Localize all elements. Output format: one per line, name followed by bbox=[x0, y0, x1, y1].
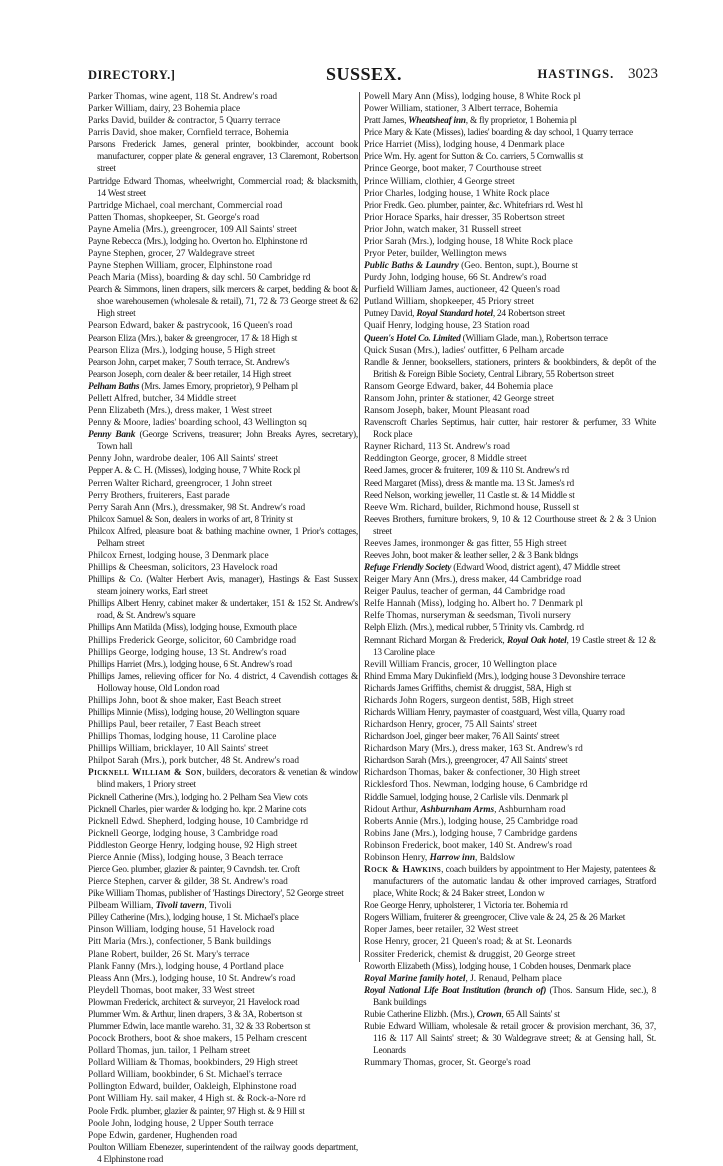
directory-entry: Rossiter Frederick, chemist & druggist, 20 George street bbox=[364, 949, 576, 960]
directory-entry: Prior Horace Sparks, hair dresser, 35 Robertson street bbox=[364, 212, 565, 223]
directory-entry: Phillips Thomas, lodging house, 11 Caroline place bbox=[88, 732, 277, 743]
directory-entry: Picknell George, lodging house, 3 Cambridge road bbox=[88, 828, 278, 839]
directory-entry: Partridge Michael, coal merchant, Commercial road bbox=[88, 200, 283, 211]
directory-entry: Roberts Annie (Mrs.), lodging house, 25 Cambridge road bbox=[364, 816, 578, 827]
directory-entry: Richardson Thomas, baker & confectioner, 30 High street bbox=[364, 768, 581, 779]
directory-entry: Ransom John, printer & stationer, 42 George street bbox=[364, 393, 555, 404]
directory-entry: Phillips George, lodging house, 13 St. Andrew's road bbox=[88, 647, 287, 658]
directory-entry: Prince William, clothier, 4 George street bbox=[364, 176, 515, 187]
directory-entry: Roe George Henry, upholsterer, 1 Victoria ter. Bohemia rd bbox=[364, 901, 568, 912]
directory-entry: Ricklesford Thos. Newman, lodging house, 6 Cambridge rd bbox=[364, 780, 588, 791]
directory-entry: Rayner Richard, 113 St. Andrew's road bbox=[364, 442, 510, 453]
directory-entry: Pearson Joseph, corn dealer & beer retailer, 14 High street bbox=[88, 369, 292, 380]
directory-entry: Penny John, wardrobe dealer, 106 All Saints' street bbox=[88, 454, 278, 465]
directory-entry: Phillips & Cheesman, solicitors, 23 Havelock road bbox=[88, 563, 278, 574]
directory-entry: Reeves John, boot maker & leather seller, 2 & 3 Bank bldngs bbox=[364, 550, 579, 561]
directory-entry: Picknell William & Son, builders, decorators & venetian & window blind makers, 1 Priory street bbox=[88, 768, 358, 791]
directory-entry: Pratt James, Wheatsheaf inn, & fly proprietor, 1 Bohemia pl bbox=[364, 116, 577, 127]
directory-entry: Pearch & Simmons, linen drapers, silk mercers & carpet, bedding & boot & shoe warehousemen (wholesale & retail), 71, 72 & 73 George street & 62 High street bbox=[88, 285, 358, 320]
directory-entry: Phillips William, bricklayer, 10 All Saints' street bbox=[88, 744, 269, 755]
directory-entry: Purdy John, lodging house, 66 St. Andrew's road bbox=[364, 273, 547, 284]
directory-entry: Rogers William, fruiterer & greengrocer, Clive vale & 24, 25 & 26 Market bbox=[364, 913, 626, 924]
directory-entry: Quaif Henry, lodging house, 23 Station road bbox=[364, 321, 530, 332]
directory-entry: Phillips Albert Henry, cabinet maker & undertaker, 151 & 152 St. Andrew's road, & St. Andrew's square bbox=[88, 599, 358, 622]
directory-entry: Reeve Wm. Richard, builder, Richmond house, Russell st bbox=[364, 502, 580, 513]
directory-entry: Relfe Thomas, nurseryman & seedsman, Tivoli nursery bbox=[364, 611, 571, 622]
directory-entry: Ridout Arthur, Ashburnham Arms, Ashburnham road bbox=[364, 804, 566, 815]
directory-entry: Rock & Hawkins, coach builders by appointment to Her Majesty, patentees & manufacturers of the automatic landau & other improved carriages, Stratford place, White Rock; & 24 Baker street, London w bbox=[364, 865, 656, 900]
directory-entry: Reed Nelson, working jeweller, 11 Castle st. & 14 Middle st bbox=[364, 490, 575, 501]
directory-entry: Reed James, grocer & fruiterer, 109 & 110 St. Andrew's rd bbox=[364, 466, 569, 477]
directory-entry: Philcox Alfred, pleasure boat & bathing machine owner, 1 Prior's cottages, Pelham street bbox=[88, 526, 358, 549]
directory-entry: Phillips & Co. (Walter Herbert Avis, manager), Hastings & East Sussex steam joinery works, Earl street bbox=[88, 575, 358, 598]
directory-entry: Reeves Brothers, furniture brokers, 9, 10 & 12 Courthouse street & 2 & 3 Union street bbox=[364, 514, 656, 537]
directory-entry: Price Wm. Hy. agent for Sutton & Co. carriers, 5 Cornwallis st bbox=[364, 152, 584, 163]
directory-entry: Reddington George, grocer, 8 Middle street bbox=[364, 454, 527, 465]
directory-entry: Purfield William James, auctioneer, 42 Queen's road bbox=[364, 285, 560, 296]
directory-entry: Relfe Hannah (Miss), lodging ho. Albert ho. 7 Denmark pl bbox=[364, 599, 584, 610]
directory-entry: Plummer Edwin, lace mantle wareho. 31, 32 & 33 Robertson st bbox=[88, 1022, 311, 1033]
left-column-entries bbox=[88, 91, 358, 1166]
directory-entry: Philcox Ernest, lodging house, 3 Denmark place bbox=[88, 550, 269, 561]
directory-entry: Parris David, shoe maker, Cornfield terrace, Bohemia bbox=[88, 128, 289, 139]
directory-entry: Ransom George Edward, baker, 44 Bohemia place bbox=[364, 381, 553, 392]
directory-entry: Relph Elizh. (Mrs.), medical rubber, 5 Trinity vls. Cambrdg. rd bbox=[364, 623, 584, 634]
directory-entry: Poulton William Ebenezer, superintendent of the railway goods department, 4 Elphinstone road bbox=[88, 1142, 358, 1165]
directory-entry: Rubie Edward William, wholesale & retail grocer & provision merchant, 36, 37, 116 & 117 All Saints' street; & 30 Waldegrave street; & at Gensing hall, St. Leonards bbox=[364, 1022, 656, 1057]
directory-entry: Refuge Friendly Society (Edward Wood, district agent), 47 Middle street bbox=[364, 563, 621, 574]
directory-entry: Parks David, builder & contractor, 5 Quarry terrace bbox=[88, 116, 281, 127]
directory-entry: Robinson Henry, Harrow inn, Baldslow bbox=[364, 852, 516, 863]
header-town-label: HASTINGS. bbox=[537, 67, 615, 81]
directory-entry: Piddleston George Henry, lodging house, 92 High street bbox=[88, 840, 298, 851]
directory-entry: Reiger Paulus, teacher of german, 44 Cambridge road bbox=[364, 587, 566, 598]
directory-entry: Pollington Edward, builder, Oakleigh, Elphinstone road bbox=[88, 1082, 297, 1093]
directory-entry: Pilbeam William, Tivoli tavern, Tivoli bbox=[88, 901, 232, 912]
directory-entry: Plummer Wm. & Arthur, linen drapers, 3 & 3A, Robertson st bbox=[88, 1009, 303, 1020]
header-county-title: SUSSEX. bbox=[326, 64, 403, 84]
directory-entry: Picknell Catherine (Mrs.), lodging ho. 2 Pelham Sea View cots bbox=[88, 792, 308, 803]
page-header bbox=[88, 64, 658, 88]
directory-entry: Richards John Rogers, surgeon dentist, 58B, High street bbox=[364, 695, 574, 706]
directory-entry: Pollard William, bookbinder, 6 St. Michael's terrace bbox=[88, 1070, 283, 1081]
directory-entry: Revill William Francis, grocer, 10 Wellington place bbox=[364, 659, 557, 670]
directory-entry: Ravenscroft Charles Septimus, hair cutter, hair restorer & perfumer, 33 White Rock place bbox=[364, 418, 656, 441]
directory-entry: Poole Frdk. plumber, glazier & painter, 97 High st. & 9 Hill st bbox=[88, 1106, 305, 1117]
directory-entry: Prior Sarah (Mrs.), lodging house, 18 White Rock place bbox=[364, 236, 573, 247]
directory-entry: Pollard William & Thomas, bookbinders, 29 High street bbox=[88, 1058, 298, 1069]
directory-entry: Pearson Edward, baker & pastrycook, 16 Queen's road bbox=[88, 321, 293, 332]
directory-entry: Randle & Jenner, booksellers, stationers, printers & bookbinders, & depôt of the British & Foreign Bible Society, Central Library, 55 Robertson street bbox=[364, 357, 656, 380]
header-right bbox=[538, 66, 658, 83]
directory-entry: Pierce Annie (Miss), lodging house, 3 Beach terrace bbox=[88, 852, 283, 863]
directory-entry: Rubie Catherine Elizbh. (Mrs.), Crown, 65 All Saints' st bbox=[364, 1009, 560, 1020]
directory-entry: Pitt Maria (Mrs.), confectioner, 5 Bank buildings bbox=[88, 937, 272, 948]
directory-entry: Roper James, beer retailer, 32 West street bbox=[364, 925, 519, 936]
column-divider bbox=[359, 92, 360, 962]
directory-entry: Pryor Peter, builder, Wellington mews bbox=[364, 249, 507, 260]
directory-entry: Pearson Eliza (Mrs.), baker & greengrocer, 17 & 18 High st bbox=[88, 333, 298, 344]
directory-entry: Remnant Richard Morgan & Frederick, Royal Oak hotel, 19 Castle street & 12 & 13 Caroline place bbox=[364, 635, 656, 658]
directory-entry: Picknell Charles, pier warder & lodging ho. kpr. 2 Marine cots bbox=[88, 804, 307, 815]
directory-entry: Reeves James, ironmonger & gas fitter, 55 High street bbox=[364, 538, 567, 549]
directory-entry: Richardson Sarah (Mrs.), greengrocer, 47 All Saints' street bbox=[364, 756, 568, 767]
directory-entry: Phillips John, boot & shoe maker, East Beach street bbox=[88, 695, 282, 706]
directory-entry: Powell Mary Ann (Miss), lodging house, 8 White Rock pl bbox=[364, 92, 581, 102]
directory-entry: Rose Henry, grocer, 21 Queen's road; & at St. Leonards bbox=[364, 937, 572, 948]
directory-entry: Royal Marine family hotel, J. Renaud, Pelham place bbox=[364, 973, 562, 984]
directory-entry: Ransom Joseph, baker, Mount Pleasant road bbox=[364, 406, 530, 417]
directory-entry: Parker William, dairy, 23 Bohemia place bbox=[88, 104, 241, 115]
directory-entry: Penny Bank (George Scrivens, treasurer; John Breaks Ayres, secretary), Town hall bbox=[88, 430, 358, 453]
directory-entry: Penn Elizabeth (Mrs.), dress maker, 1 West street bbox=[88, 406, 272, 417]
directory-entry: Power William, stationer, 3 Albert terrace, Bohemia bbox=[364, 104, 558, 115]
directory-entry: Pleydell Thomas, boot maker, 33 West street bbox=[88, 985, 255, 996]
directory-entry: Reed Margaret (Miss), dress & mantle ma. 13 St. James's rd bbox=[364, 478, 574, 489]
directory-entry: Penny & Moore, ladies' boarding school, 43 Wellington sq bbox=[88, 418, 307, 429]
directory-entry: Price Mary & Kate (Misses), ladies' boarding & day school, 1 Quarry terrace bbox=[364, 128, 633, 139]
directory-entry: Richards James Griffiths, chemist & druggist, 58A, High st bbox=[364, 683, 572, 694]
directory-entry: Richardson Henry, grocer, 75 All Saints' street bbox=[364, 720, 538, 731]
directory-entry: Peach Maria (Miss), boarding & day schl. 50 Cambridge rd bbox=[88, 273, 311, 284]
directory-entry: Perry Brothers, fruiterers, East parade bbox=[88, 490, 230, 501]
directory-entry: Phillips Frederick George, solicitor, 60 Cambridge road bbox=[88, 635, 297, 646]
directory-entry: Pearson Eliza (Mrs.), lodging house, 5 High street bbox=[88, 345, 276, 356]
directory-entry: Prior John, watch maker, 31 Russell street bbox=[364, 224, 522, 235]
directory-entry: Pinson William, lodging house, 51 Havelock road bbox=[88, 925, 275, 936]
directory-entry: Perren Walter Richard, greengrocer, 1 John street bbox=[88, 478, 272, 489]
directory-entry: Phillips Minnie (Miss), lodging house, 20 Wellington square bbox=[88, 707, 300, 718]
directory-entry: Pleass Ann (Mrs.), lodging house, 10 St. Andrew's road bbox=[88, 973, 296, 984]
directory-entry: Pont William Hy. sail maker, 4 High st. & Rock-a-Nore rd bbox=[88, 1094, 306, 1105]
directory-entry: Roworth Elizabeth (Miss), lodging house, 1 Cobden houses, Denmark place bbox=[364, 961, 631, 972]
directory-entry: Rhind Emma Mary Dukinfield (Mrs.), lodging house 3 Devonshire terrace bbox=[364, 671, 626, 682]
directory-entry: Robinson Frederick, boot maker, 140 St. Andrew's road bbox=[364, 840, 572, 851]
directory-entry: Picknell Edwd. Shepherd, lodging house, 10 Cambridge rd bbox=[88, 816, 309, 827]
directory-entry: Quick Susan (Mrs.), ladies' outfitter, 6 Pelham arcade bbox=[364, 345, 565, 356]
directory-entry: Phillips Paul, beer retailer, 7 East Beach street bbox=[88, 720, 261, 731]
directory-entry: Richards William Henry, paymaster of coastguard, West villa, Quarry road bbox=[364, 707, 625, 718]
directory-entry: Patten Thomas, shopkeeper, St. George's road bbox=[88, 212, 260, 223]
directory-entry: Pope Edwin, gardener, Hughenden road bbox=[88, 1130, 238, 1141]
directory-entry: Pollard Thomas, jun. tailor, 1 Pelham street bbox=[88, 1046, 251, 1057]
directory-entry: Royal National Life Boat Institution (branch of) (Thos. Sansum Hide, sec.), 8 Bank buildings bbox=[364, 985, 656, 1008]
directory-entry: Prince George, boot maker, 7 Courthouse street bbox=[364, 164, 542, 175]
directory-entry: Richardson Mary (Mrs.), dress maker, 163 St. Andrew's rd bbox=[364, 744, 583, 755]
directory-entry: Prior Fredk. Geo. plumber, painter, &c. Whitefriars rd. West hl bbox=[364, 200, 583, 211]
directory-entry: Pike William Thomas, publisher of 'Hastings Directory', 52 George street bbox=[88, 889, 344, 900]
directory-entry: Price Harriet (Miss), lodging house, 4 Denmark place bbox=[364, 140, 565, 151]
directory-entry: Pepper A. & C. H. (Misses), lodging house, 7 White Rock pl bbox=[88, 466, 301, 477]
directory-entry: Plank Fanny (Mrs.), lodging house, 4 Portland place bbox=[88, 961, 284, 972]
directory-entry: Plane Robert, builder, 26 St. Mary's terrace bbox=[88, 949, 250, 960]
directory-entry: Reiger Mary Ann (Mrs.), dress maker, 44 Cambridge road bbox=[364, 575, 582, 586]
directory-entry: Payne Rebecca (Mrs.), lodging ho. Overton ho. Elphinstone rd bbox=[88, 236, 308, 247]
directory-entry: Parker Thomas, wine agent, 118 St. Andrew's road bbox=[88, 92, 278, 102]
directory-entry: Riddle Samuel, lodging house, 2 Carlisle vils. Denmark pl bbox=[364, 792, 569, 803]
directory-entry: Pelham Baths (Mrs. James Emory, proprietor), 9 Pelham pl bbox=[88, 381, 298, 392]
right-column-entries bbox=[364, 91, 656, 1069]
directory-entry: Queen's Hotel Co. Limited (William Glade, man.), Robertson terrace bbox=[364, 333, 608, 344]
header-directory-label: DIRECTORY.] bbox=[88, 68, 176, 82]
directory-entry: Partridge Edward Thomas, wheelwright, Commercial road; & blacksmith, 14 West street bbox=[88, 176, 358, 199]
directory-entry: Phillips Ann Matilda (Miss), lodging house, Exmouth place bbox=[88, 623, 297, 634]
directory-entry: Robins Jane (Mrs.), lodging house, 7 Cambridge gardens bbox=[364, 828, 578, 839]
page-number: 3023 bbox=[628, 66, 658, 82]
directory-entry: Pearson John, carpet maker, 7 South terrace, St. Andrew's bbox=[88, 357, 290, 368]
directory-entry: Rummary Thomas, grocer, St. George's road bbox=[364, 1058, 531, 1069]
directory-entry: Pellett Alfred, butcher, 34 Middle street bbox=[88, 393, 237, 404]
directory-entry: Philcox Samuel & Son, dealers in works of art, 8 Trinity st bbox=[88, 514, 293, 525]
directory-entry: Putney David, Royal Standard hotel, 24 Robertson street bbox=[364, 309, 565, 320]
directory-entry: Payne Amelia (Mrs.), greengrocer, 109 All Saints' street bbox=[88, 224, 297, 235]
directory-entry: Pierce Geo. plumber, glazier & painter, 9 Cavndsh. ter. Croft bbox=[88, 865, 300, 875]
directory-entry: Prior Charles, lodging house, 1 White Rock place bbox=[364, 188, 550, 199]
directory-entry: Philpot Sarah (Mrs.), pork butcher, 48 St. Andrew's road bbox=[88, 756, 299, 767]
directory-entry: Pocock Brothers, boot & shoe makers, 15 Pelham crescent bbox=[88, 1034, 308, 1045]
directory-entry: Perry Sarah Ann (Mrs.), dressmaker, 98 St. Andrew's road bbox=[88, 502, 306, 513]
directory-entry: Phillips James, relieving officer for No. 4 district, 4 Cavendish cottages & Holloway house, Old London road bbox=[88, 671, 358, 694]
directory-entry: Public Baths & Laundry (Geo. Benton, supt.), Bourne st bbox=[364, 261, 578, 272]
directory-entry: Putland William, shopkeeper, 45 Priory street bbox=[364, 297, 535, 308]
directory-entry: Parsons Frederick James, general printer, bookbinder, account book manufacturer, copper plate & general engraver, 13 Claremont, Robertson street bbox=[88, 140, 358, 175]
directory-entry: Payne Stephen, grocer, 27 Waldegrave street bbox=[88, 249, 255, 260]
directory-entry: Poole John, lodging house, 2 Upper South terrace bbox=[88, 1118, 274, 1129]
directory-entry: Payne Stephen William, grocer, Elphinstone road bbox=[88, 261, 273, 272]
directory-entry: Richardson Joel, ginger beer maker, 76 All Saints' street bbox=[364, 732, 560, 743]
directory-entry: Pilley Catherine (Mrs.), lodging house, 1 St. Michael's place bbox=[88, 913, 299, 924]
directory-entry: Pierce Stephen, carver & gilder, 38 St. Andrew's road bbox=[88, 877, 288, 888]
directory-entry: Plowman Frederick, architect & surveyor, 21 Havelock road bbox=[88, 997, 300, 1008]
directory-entry: Phillips Harriet (Mrs.), lodging house, 6 St. Andrew's road bbox=[88, 659, 292, 670]
